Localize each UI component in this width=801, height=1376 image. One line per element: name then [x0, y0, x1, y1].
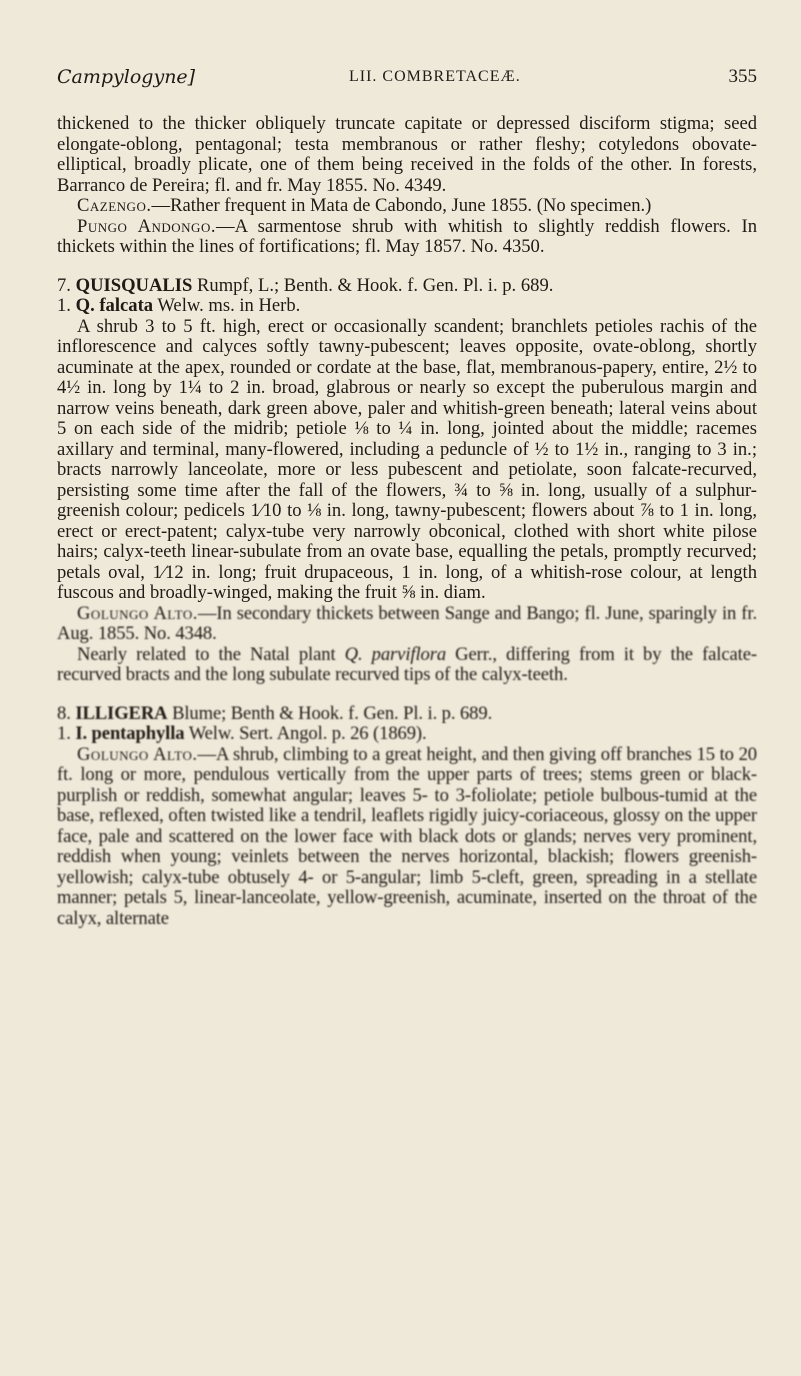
locality: Pungo Andongo.: [77, 215, 216, 237]
page-header: [57, 66, 757, 94]
page-number: 355: [728, 66, 757, 87]
species-heading-pentaphylla: 1. I. pentaphylla Welw. Sert. Angol. p. 26 (1869).: [57, 723, 427, 744]
paragraph-golungo-1: Golungo Alto.—In secondary thickets between Sange and Bango; fl. June, sparingly in fr. Aug. 1855. No. 4348.: [57, 602, 757, 644]
section-title: LII. COMBRETACEÆ.: [349, 68, 521, 85]
note-paragraph: Nearly related to the Natal plant Q. parviflora Gerr., differing from it by the falcate-recurved bracts and the long subulate recurved tips of the calyx-teeth.: [57, 643, 757, 685]
species-heading-falcata: 1. Q. falcata Welw. ms. in Herb.: [57, 295, 301, 316]
genus-heading-quisqualis: 7. QUISQUALIS Rumpf, L.; Benth. & Hook. f. Gen. Pl. i. p. 689.: [57, 274, 554, 296]
genus-name: QUISQUALIS: [75, 274, 193, 296]
species-name: Q. falcata: [75, 295, 154, 316]
locality: Golungo Alto.: [77, 743, 198, 765]
locality: Cazengo.: [77, 195, 152, 216]
genus-heading-illigera: 8. ILLIGERA Blume; Benth & Hook. f. Gen. Pl. i. p. 689.: [57, 702, 493, 724]
paragraph-pungo-andongo: Pungo Andongo.—A sarmentose shrub with whitish to slightly reddish flowers. In thickets within the lines of fortifications; fl. May 1857. No. 4350.: [57, 215, 758, 257]
species-name: I. pentaphylla: [75, 723, 185, 744]
running-title: Campylogyne]: [57, 66, 196, 88]
page-body: [57, 114, 757, 929]
paragraph-continued: thickened to the thicker obliquely truncate capitate or depressed disciform stigma; seed elongate-oblong, pentagonal; testa membranous or rather fleshy; cotyledons obovate-elliptical, broadly plicate, one of them being received in the folds of the other. In forests, Barranco de Pereira; fl. and fr. May 1855. No. 4349.: [57, 113, 757, 196]
genus-name: ILLIGERA: [75, 702, 168, 724]
paragraph-golungo-2: Golungo Alto.—A shrub, climbing to a great height, and then giving off branches 15 to 20 ft. long or more, pendulous vertically from the upper parts of trees; stems green or black-purplish or reddish, somewhat angular; leaves 5- to 3-foliolate; petiole bulbous-tumid at the base, reflexed, often twisted like a tendril, leaflets rigidly juicy-coriaceous, glossy on the upper face, pale and scattered on the lower face with black dots or glands; nerves very prominent, reddish when young; veinlets between the nerves horizontal, blackish; flowers greenish-yellowish; calyx-tube obtusely 4- or 5-angular; limb 5-cleft, green, spreading in a stellate manner; petals 5, linear-lanceolate, yellow-greenish, acuminate, inserted on the throat of the calyx, alternate: [57, 743, 757, 929]
species-name: Q. parviflora: [344, 643, 447, 665]
species-description: A shrub 3 to 5 ft. high, erect or occasionally scandent; branchlets petioles rachis of the inflorescence and calyces softly tawny-pubescent; leaves opposite, ovate-oblong, shortly acuminate at the apex, rounded or cordate at the base, flat, membranous-papery, entire, 2½ to 4½ in. long by 1¼ to 2 in. broad, glabrous or nearly so except the puberulous margin and narrow veins beneath, dark green above, paler and whitish-green beneath; lateral veins about 5 on each side of the midrib; petiole ⅛ to ¼ in. long, jointed about the middle; racemes axillary and terminal, many-flowered, including a peduncle of ½ to 1½ in., ranging to 3 in.; bracts narrowly lanceolate, more or less pubescent and petiolate, soon falcate-recurved, persisting some time after the fall of the flowers, ¾ to ⅝ in. long, usually of a sulphur-greenish colour; pedicels 1⁄10 to ⅛ in. long, tawny-pubescent; flowers about ⅞ to 1 in. long, erect or erect-patent; calyx-tube very narrowly obconical, clothed with short white pilose hairs; calyx-teeth linear-subulate from an ovate base, equalling the petals, promptly recurved; petals oval, 1⁄12 in. long; fruit drupaceous, 1 in. long, of a whitish-rose colour, at length fuscous and broadly-winged, making the fruit ⅝ in. diam.: [57, 315, 757, 603]
locality: Golungo Alto.: [77, 602, 198, 624]
paragraph-cazengo: Cazengo.—Rather frequent in Mata de Cabondo, June 1855. (No specimen.): [77, 195, 652, 216]
